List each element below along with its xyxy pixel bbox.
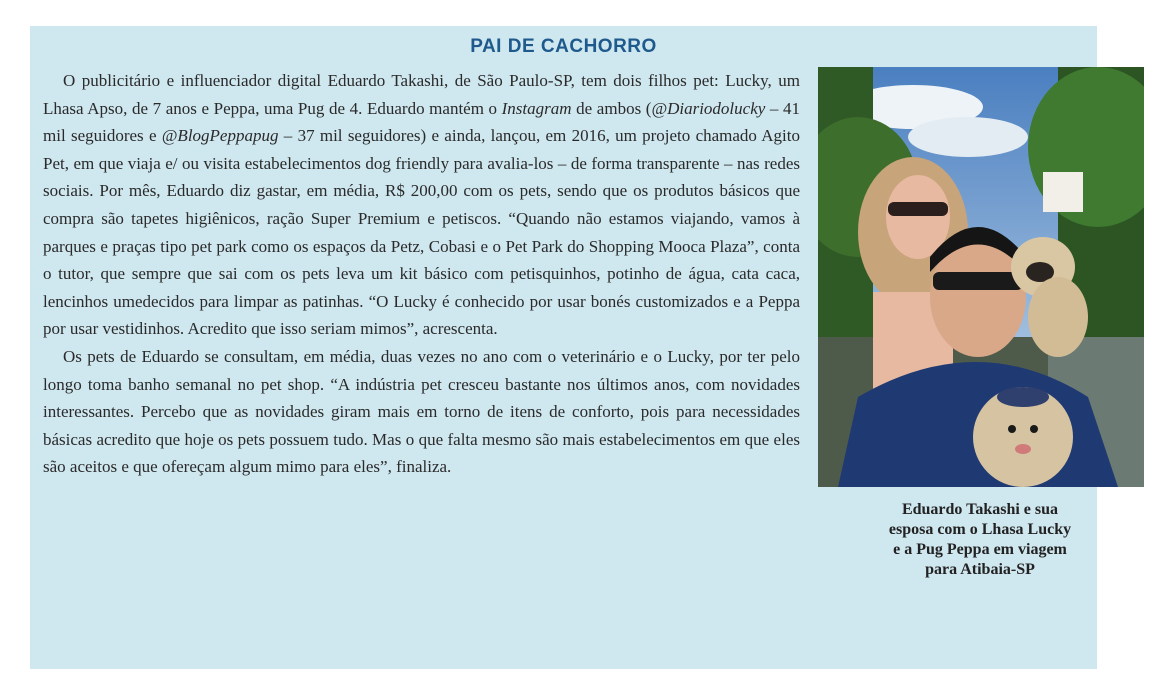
caption-line: esposa com o Lhasa Lucky (888, 521, 1072, 538)
paragraph-2: Os pets de Eduardo se consultam, em média, duas vezes no ano com o veterinário e o Lucky, por ter pelo longo toma banho semanal no pet shop. “A indústria pet cresceu bastante nos últimos anos, com novidades interessantes. Percebo que as novidades giram mais em torno de itens de conforto, pois para necessidades básicas acredito que hoje os pets possuem tudo. Mas o que falta mesmo são mais estabelecimentos em que eles são aceitos e que ofereçam algum mimo para eles”, finaliza. (43, 346, 800, 477)
caption-line: e a Pug Peppa em viagem (893, 541, 1067, 558)
article-box (30, 26, 1097, 669)
text-segment: – 37 mil seguidores) e ainda, lançou, em 2016, um projeto chamado Agito Pet, em que viaja e/ ou visita estabelecimentos dog friendly para avalia-los – de forma transparente – nas redes sociais. Por mês, Eduardo diz gastar, em média, R$ 200,00 com os pets, sendo que os produtos básicos que compra são tapetes higiênicos, ração Super Premium e petiscos. “Quando não estamos viajando, vamos à parques e praças tipo pet park como os espaços da Petz, Cobasi e o Pet Park do Shopping Mooca Plaza”, conta o tutor, que sempre que sai com os pets leva um kit básico com petisquinhos, potinho de água, cata caca, lencinhos umedecidos para limpar as patinhas. “O Lucky é conhecido por usar bonés customizados e a Peppa por usar vestidinhos. Acredito que isso seriam mimos”, acrescenta. (43, 126, 801, 339)
photo-illustration (818, 67, 1144, 487)
article-body (43, 67, 800, 481)
couple-with-dogs-photo (818, 67, 1144, 487)
italic-handle: @Diariodolucky (651, 98, 766, 118)
caption-line: para Atibaia-SP (925, 561, 1035, 578)
text-segment: O publicitário e influenciador digital Eduardo Takashi, de São Paulo-SP, tem dois filhos pet: Lucky, um Lhasa Apso, de 7 anos e Peppa, uma Pug de 4. Eduardo mantém o (43, 71, 800, 118)
italic-handle: Instagram (501, 98, 572, 118)
photo-caption (820, 500, 1140, 580)
caption-line: Eduardo Takashi e sua (901, 501, 1059, 518)
article-title: PAI DE CACHORRO (470, 36, 657, 57)
text-segment: – 41 mil seguidores e (43, 98, 801, 146)
italic-handle: @BlogPeppapug (161, 126, 279, 146)
text-segment: de ambos ( (571, 98, 652, 118)
paragraph-1 (43, 67, 800, 343)
